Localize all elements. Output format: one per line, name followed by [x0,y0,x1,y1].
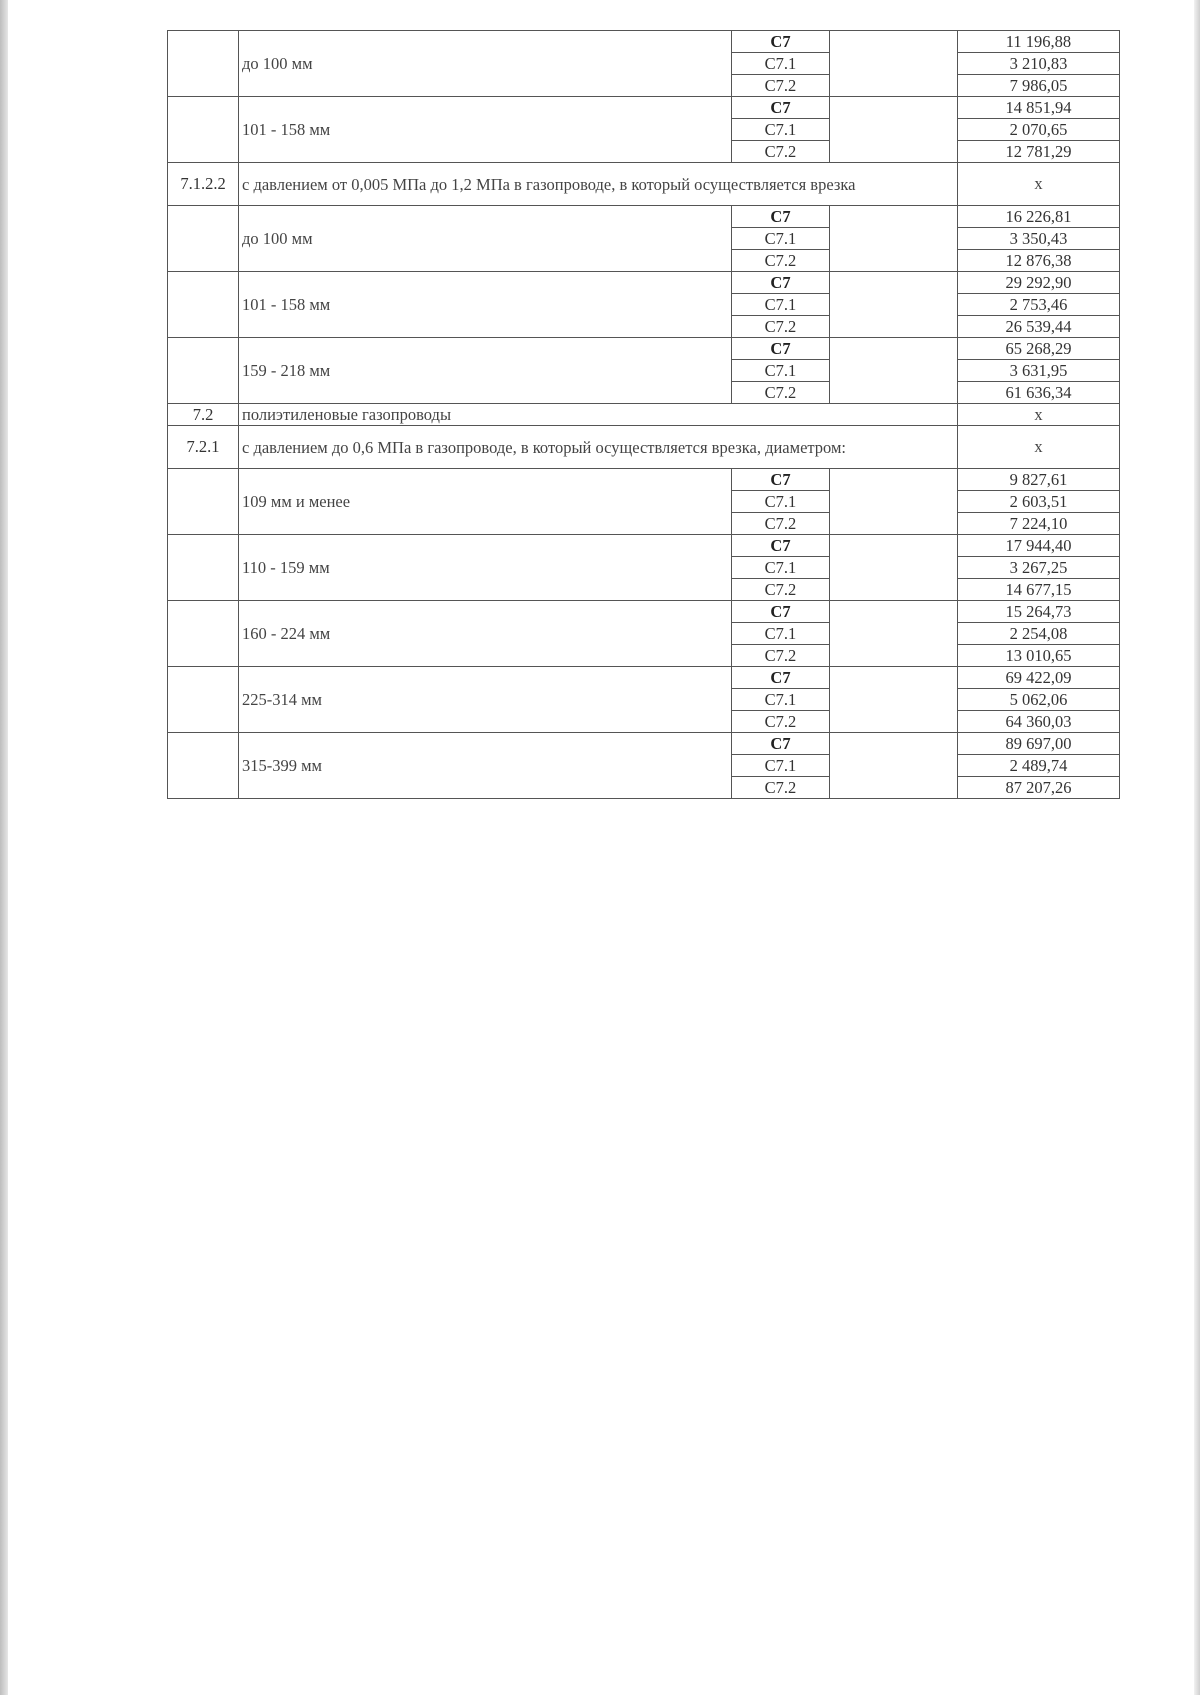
rate-row [168,338,1120,360]
rate-value: 12 876,38 [958,250,1120,272]
rate-value: 5 062,06 [958,689,1120,711]
rate-value: 2 070,65 [958,119,1120,141]
tariff-table [167,30,1120,799]
rate-code: С7.1 [732,228,830,250]
rate-code: С7.1 [732,623,830,645]
not-applicable-mark: х [958,426,1120,469]
rate-value: 87 207,26 [958,777,1120,799]
section-header-row [168,163,1120,206]
diameter-range: 101 - 158 мм [239,97,732,163]
scan-edge-right [1194,0,1200,1695]
item-number [168,535,239,601]
section-title: с давлением до 0,6 МПа в газопроводе, в который осуществляется врезка, диаметром: [239,426,958,469]
rate-code: С7 [732,667,830,689]
rate-code: С7.2 [732,316,830,338]
rate-code: С7.2 [732,513,830,535]
rate-code: С7 [732,31,830,53]
section-header-row [168,404,1120,426]
rate-value: 13 010,65 [958,645,1120,667]
rate-value: 16 226,81 [958,206,1120,228]
diameter-range: 225-314 мм [239,667,732,733]
rate-row [168,535,1120,557]
item-number: 7.2.1 [168,426,239,469]
rate-value: 89 697,00 [958,733,1120,755]
rate-code: С7 [732,206,830,228]
empty-cell [830,733,958,799]
diameter-range: до 100 мм [239,206,732,272]
rate-row [168,272,1120,294]
section-title: с давлением от 0,005 МПа до 1,2 МПа в газопроводе, в который осуществляется врезка [239,163,958,206]
diameter-range: 159 - 218 мм [239,338,732,404]
rate-row [168,31,1120,53]
rate-value: 3 631,95 [958,360,1120,382]
rate-value: 69 422,09 [958,667,1120,689]
rate-value: 17 944,40 [958,535,1120,557]
diameter-range: 160 - 224 мм [239,601,732,667]
rate-code: С7 [732,535,830,557]
item-number [168,601,239,667]
not-applicable-mark: х [958,404,1120,426]
rate-value: 26 539,44 [958,316,1120,338]
rate-code: С7.1 [732,294,830,316]
rate-code: С7.2 [732,579,830,601]
rate-code: С7.1 [732,119,830,141]
rate-code: С7.1 [732,755,830,777]
empty-cell [830,31,958,97]
rate-code: С7 [732,469,830,491]
empty-cell [830,469,958,535]
rate-value: 2 489,74 [958,755,1120,777]
rate-value: 3 267,25 [958,557,1120,579]
diameter-range: до 100 мм [239,31,732,97]
rate-value: 3 350,43 [958,228,1120,250]
rate-value: 14 677,15 [958,579,1120,601]
item-number [168,667,239,733]
empty-cell [830,535,958,601]
rate-value: 15 264,73 [958,601,1120,623]
rate-value: 11 196,88 [958,31,1120,53]
rate-value: 2 603,51 [958,491,1120,513]
rate-code: С7.1 [732,557,830,579]
rate-code: С7.2 [732,645,830,667]
rate-value: 7 986,05 [958,75,1120,97]
item-number: 7.1.2.2 [168,163,239,206]
rate-value: 7 224,10 [958,513,1120,535]
rate-code: С7.1 [732,53,830,75]
rate-code: С7 [732,733,830,755]
rate-value: 2 254,08 [958,623,1120,645]
rate-value: 64 360,03 [958,711,1120,733]
rate-code: С7.2 [732,75,830,97]
rate-code: С7.1 [732,689,830,711]
rate-value: 12 781,29 [958,141,1120,163]
rate-value: 65 268,29 [958,338,1120,360]
diameter-range: 315-399 мм [239,733,732,799]
section-header-row [168,426,1120,469]
diameter-range: 101 - 158 мм [239,272,732,338]
rate-row [168,667,1120,689]
empty-cell [830,206,958,272]
rate-row [168,97,1120,119]
rate-code: С7.2 [732,382,830,404]
rate-code: С7 [732,601,830,623]
item-number [168,272,239,338]
rate-code: С7.2 [732,711,830,733]
empty-cell [830,601,958,667]
rate-value: 3 210,83 [958,53,1120,75]
empty-cell [830,272,958,338]
diameter-range: 110 - 159 мм [239,535,732,601]
rate-code: С7.1 [732,360,830,382]
rate-value: 14 851,94 [958,97,1120,119]
rate-code: С7.1 [732,491,830,513]
item-number [168,469,239,535]
rate-code: С7 [732,272,830,294]
rate-code: С7.2 [732,777,830,799]
empty-cell [830,338,958,404]
rate-value: 2 753,46 [958,294,1120,316]
empty-cell [830,667,958,733]
rate-value: 29 292,90 [958,272,1120,294]
rate-row [168,601,1120,623]
not-applicable-mark: х [958,163,1120,206]
rate-row [168,469,1120,491]
rate-code: С7.2 [732,141,830,163]
rate-code: С7 [732,338,830,360]
rate-code: С7.2 [732,250,830,272]
item-number [168,31,239,97]
section-title: полиэтиленовые газопроводы [239,404,958,426]
rate-row [168,206,1120,228]
item-number: 7.2 [168,404,239,426]
item-number [168,97,239,163]
rate-value: 61 636,34 [958,382,1120,404]
item-number [168,733,239,799]
tariff-table-body [168,31,1120,799]
rate-code: С7 [732,97,830,119]
item-number [168,338,239,404]
item-number [168,206,239,272]
scan-edge-left [0,0,8,1695]
diameter-range: 109 мм и менее [239,469,732,535]
rate-row [168,733,1120,755]
rate-value: 9 827,61 [958,469,1120,491]
empty-cell [830,97,958,163]
